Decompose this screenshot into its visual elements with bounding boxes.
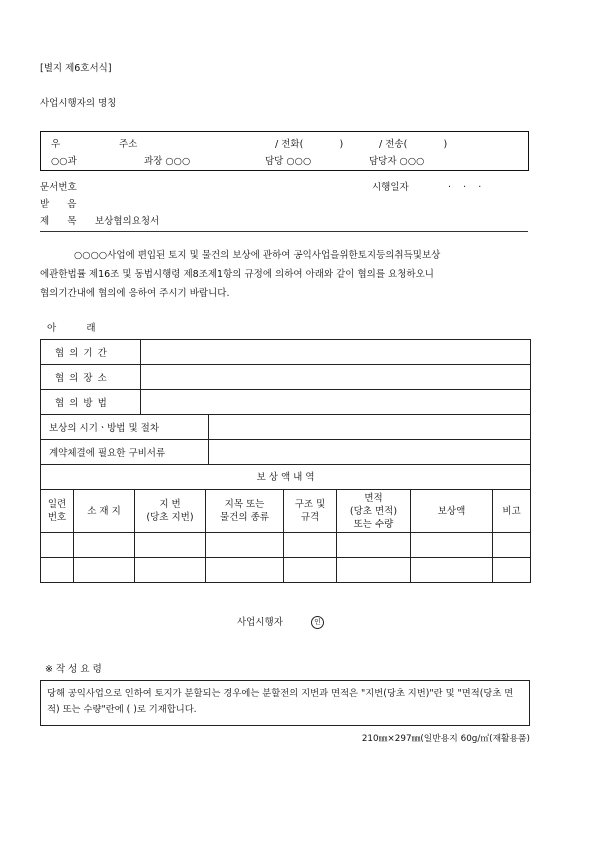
period-value [141, 340, 531, 365]
below-heading: 아 래 [47, 323, 96, 334]
recipient-name: 사업시행자의 명칭 [40, 98, 117, 109]
fax-label: / 전송( ) [379, 139, 448, 150]
sender-address-box [40, 131, 529, 171]
paper-spec: 210㎜×297㎜(일반용지 60g/㎡(재활용품) [361, 734, 530, 744]
notes-text: 당해 공익사업으로 인하여 토지가 분할되는 경우에는 분할전의 지번과 면적은 "지번(당초 지번)"란 및 "면적(당초 면적) 또는 수량"란에 ( )로 기재합니다. [47, 688, 514, 715]
subject-value: 보상협의요청서 [95, 216, 160, 227]
col-location: 소 재 지 [74, 490, 135, 533]
documents-label: 계약체결에 필요한 구비서류 [41, 440, 209, 465]
seal-icon: 인 [311, 616, 324, 629]
postal-label: 우 [51, 139, 61, 150]
body-line-1: ○○○○사업에 편입된 토지 및 물건의 보상에 관하여 공익사업을위한토지등의취득및보상 [74, 250, 441, 261]
body-line-3: 협의기간내에 협의에 응하여 주시기 바랍니다. [40, 288, 230, 299]
doc-number-label: 문서번호 [40, 182, 77, 193]
header-divider [40, 231, 528, 232]
col-serial: 일련 번호 [41, 490, 74, 533]
form-code: [별지 제6호서식] [40, 63, 112, 74]
signature-label: 사업시행자 [237, 617, 283, 628]
body-line-2: 에관한법률 제16조 및 동법시행령 제8조제1항의 규정에 의하여 아래와 같이 협의를 요청하오니 [40, 269, 434, 280]
in-charge-label: 담당 ○○○ [265, 156, 312, 167]
signature-line [237, 614, 324, 629]
place-value [141, 365, 531, 390]
col-category: 지목 또는 물건의 종류 [206, 490, 284, 533]
compensation-table [40, 464, 531, 583]
recipient-label: 받 음 [40, 199, 77, 210]
officer-label: 담당자 ○○○ [369, 156, 425, 167]
date-value: . . . [448, 179, 482, 190]
consultation-table [40, 339, 531, 465]
compensation-title: 보 상 액 내 역 [41, 465, 531, 490]
table-row [41, 558, 531, 583]
col-lot-number: 지 번 (당초 지번) [135, 490, 206, 533]
address-label: 주소 [119, 139, 138, 150]
period-label: 협 의 기 간 [41, 340, 141, 365]
documents-value [209, 440, 531, 465]
place-label: 협 의 장 소 [41, 365, 141, 390]
method-label: 협 의 방 법 [41, 390, 141, 415]
timing-value [209, 415, 531, 440]
notes-box [40, 680, 530, 726]
department-label: ○○과 [51, 156, 77, 167]
timing-label: 보상의 시기ㆍ방법 및 절차 [41, 415, 209, 440]
date-label: 시행일자 [372, 182, 409, 193]
section-head-label: 과장 ○○○ [144, 156, 191, 167]
col-structure: 구조 및 규격 [284, 490, 337, 533]
table-row [41, 533, 531, 558]
subject-label: 제 목 [40, 216, 77, 227]
method-value [141, 390, 531, 415]
col-amount: 보상액 [411, 490, 493, 533]
notes-heading: ※ 작 성 요 령 [45, 664, 102, 675]
col-remarks: 비고 [493, 490, 531, 533]
col-area: 면적 (당초 면적) 또는 수량 [337, 490, 411, 533]
phone-label: / 전화( ) [275, 139, 344, 150]
